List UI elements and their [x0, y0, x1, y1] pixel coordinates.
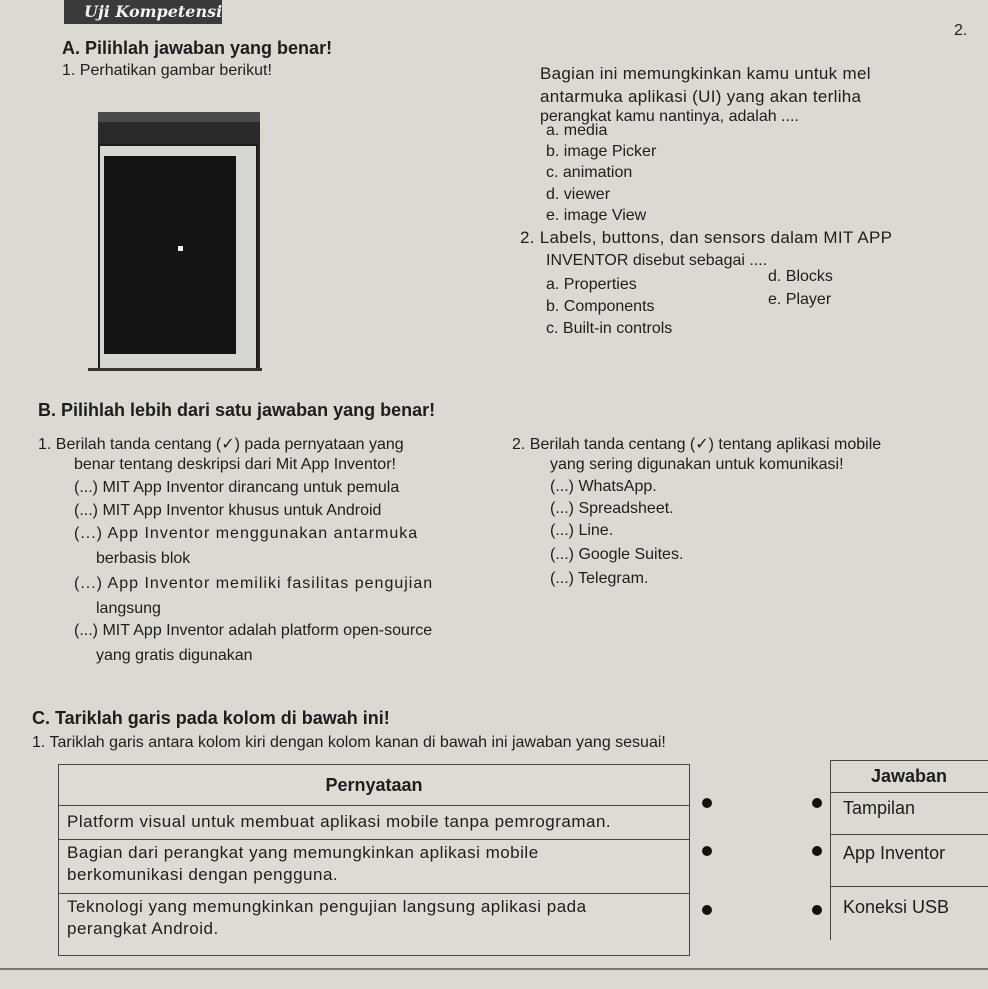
b-q1-item-3: (...) App Inventor menggunakan antarmuka	[74, 525, 419, 542]
corner-number: 2.	[954, 22, 968, 39]
b-q1-item-4: (...) App Inventor memiliki fasilitas pengujian	[74, 575, 434, 592]
a-q2-option-a: a. Properties	[546, 276, 637, 293]
b-q1-item-4-cont: langsung	[96, 600, 161, 617]
statement-row-3-line2: perangkat Android.	[67, 919, 219, 938]
b-q2-item-5: (...) Telegram.	[550, 570, 649, 587]
phone-image-dot	[178, 246, 183, 251]
statement-row-2-line1: Bagian dari perangkat yang memungkinkan aplikasi mobile	[67, 843, 539, 862]
b-q1-item-1: (...) MIT App Inventor dirancang untuk pemula	[74, 479, 400, 496]
statement-table	[58, 764, 690, 956]
a-q1-text: 1. Perhatikan gambar berikut!	[62, 62, 272, 79]
a-q1-option-c: c. animation	[546, 164, 633, 181]
a-q2-line2: INVENTOR disebut sebagai ....	[546, 252, 768, 269]
answer-row-3-text: Koneksi USB	[843, 897, 950, 917]
b-q1-item-5-cont: yang gratis digunakan	[96, 647, 253, 664]
statement-row-2-line2: berkomunikasi dengan pengguna.	[67, 865, 339, 884]
section-banner: Uji Kompetensi	[64, 0, 222, 24]
statement-row-3-line1: Teknologi yang memungkinkan pengujian langsung aplikasi pada	[67, 897, 587, 916]
b-q2-item-2: (...) Spreadsheet.	[550, 500, 674, 517]
a-q2-option-b: b. Components	[546, 298, 655, 315]
left-connector-dot-3[interactable]	[702, 905, 712, 915]
answer-row-1-text: Tampilan	[843, 798, 916, 818]
a-q1-option-b: b. image Picker	[546, 143, 657, 160]
right-connector-dot-1[interactable]	[812, 798, 822, 808]
left-connector-dot-1[interactable]	[702, 798, 712, 808]
a-q1-option-a: a. media	[546, 122, 608, 139]
phone-image-view	[104, 156, 236, 354]
b-q2-line2: yang sering digunakan untuk komunikasi!	[550, 456, 844, 473]
answer-row-1	[831, 793, 988, 835]
a-q1-line1: Bagian ini memungkinkan kamu untuk mel	[540, 64, 871, 83]
page-bottom-line	[0, 968, 988, 970]
a-q2-option-c: c. Built-in controls	[546, 320, 673, 337]
a-q1-line3: perangkat kamu nantinya, adalah ....	[540, 108, 799, 125]
phone-status-bar	[98, 112, 260, 122]
answer-table-header: Jawaban	[831, 761, 988, 793]
statement-row-3	[59, 893, 689, 955]
c-instruction: 1. Tariklah garis antara kolom kiri dengan kolom kanan di bawah ini jawaban yang sesuai!	[32, 734, 666, 751]
a-q2-line1: 2. Labels, buttons, dan sensors dalam MIT APP	[520, 228, 893, 247]
answer-table	[830, 760, 988, 940]
phone-screen	[98, 144, 258, 370]
statement-table-header: Pernyataan	[325, 775, 423, 795]
b-q2-line1: 2. Berilah tanda centang (✓) tentang aplikasi mobile	[512, 436, 882, 453]
right-connector-dot-2[interactable]	[812, 846, 822, 856]
b-q2-item-1: (...) WhatsApp.	[550, 478, 657, 495]
left-connector-dot-2[interactable]	[702, 846, 712, 856]
b-q1-item-5: (...) MIT App Inventor adalah platform open-source	[74, 622, 433, 639]
phone-screenshot	[98, 112, 260, 370]
section-b-title: B. Pilihlah lebih dari satu jawaban yang benar!	[38, 400, 436, 420]
phone-base-line	[88, 368, 262, 371]
a-q1-option-e: e. image View	[546, 207, 647, 224]
statement-row-2	[59, 839, 689, 893]
a-q2-option-d: d. Blocks	[768, 268, 833, 285]
statement-row-1	[59, 805, 689, 839]
b-q1-line2: benar tentang deskripsi dari Mit App Inventor!	[74, 456, 396, 473]
section-a-title: A. Pilihlah jawaban yang benar!	[62, 38, 333, 58]
a-q1-line2: antarmuka aplikasi (UI) yang akan terliha	[540, 87, 862, 106]
b-q2-item-3: (...) Line.	[550, 522, 614, 539]
right-connector-dot-3[interactable]	[812, 905, 822, 915]
b-q2-item-4: (...) Google Suites.	[550, 546, 684, 563]
answer-row-2	[831, 835, 988, 887]
a-q1-option-d: d. viewer	[546, 186, 611, 203]
answer-row-2-text: App Inventor	[843, 843, 946, 863]
section-c-title: C. Tariklah garis pada kolom di bawah ini!	[32, 708, 390, 728]
answer-row-3	[831, 887, 988, 941]
b-q1-line1: 1. Berilah tanda centang (✓) pada pernyataan yang	[38, 436, 404, 453]
b-q1-item-2: (...) MIT App Inventor khusus untuk Android	[74, 502, 382, 519]
a-q2-option-e: e. Player	[768, 291, 832, 308]
statement-row-1-text: Platform visual untuk membuat aplikasi mobile tanpa pemrograman.	[67, 812, 612, 831]
b-q1-item-3-cont: berbasis blok	[96, 550, 191, 567]
